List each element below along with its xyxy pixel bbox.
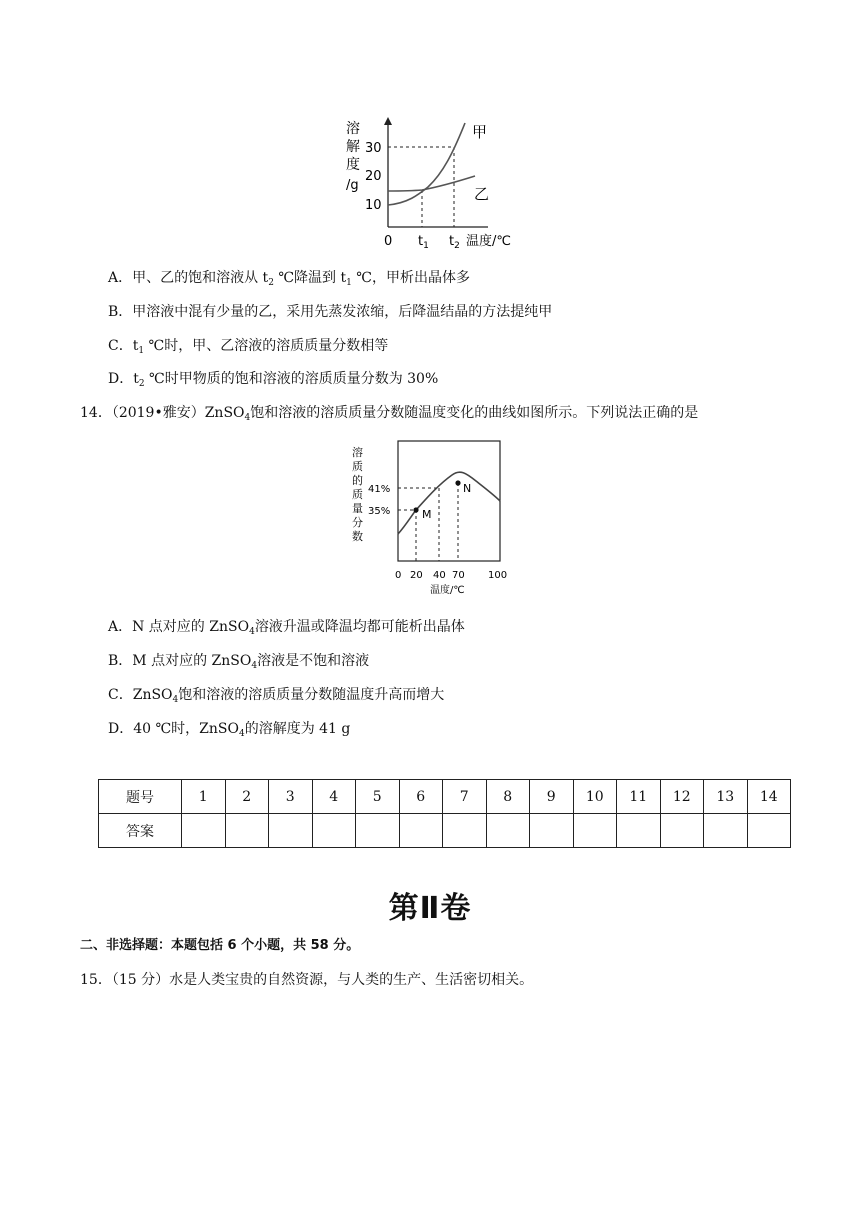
q13-a-sub2: 1 (346, 278, 352, 288)
chart2-xtick-70: 70 (452, 570, 465, 581)
q13-b-text: B．甲溶液中混有少量的乙，采用先蒸发浓缩，后降温结晶的方法提纯甲 (108, 304, 553, 320)
answer-table-number-cell: 6 (399, 780, 443, 814)
chart2-xtick-0: 0 (395, 570, 402, 581)
chart1-series-jia: 甲 (472, 123, 488, 141)
answer-table-answer-row (99, 814, 791, 848)
chart2-xtick-40: 40 (433, 570, 446, 581)
answer-cell[interactable] (660, 814, 704, 848)
q14-b-part1: B．M 点对应的 ZnSO (108, 653, 252, 669)
answer-table-number-cell: 2 (225, 780, 269, 814)
answer-table-number-cell: 4 (312, 780, 356, 814)
answer-cell[interactable] (312, 814, 356, 848)
q14-stem (80, 404, 698, 424)
q13-a-part3: ℃，甲析出晶体多 (351, 270, 470, 286)
answer-cell[interactable] (269, 814, 313, 848)
part-heading: 二、非选择题：本题包括 6 个小题，共 58 分。 (80, 938, 360, 953)
chart2-ytick-35: 35% (368, 506, 391, 517)
chart1-ylabel-1: 溶 (346, 121, 360, 137)
answer-table (98, 779, 791, 848)
answer-cell[interactable] (530, 814, 574, 848)
q13-d-part1: D．t (108, 371, 139, 387)
q13-d-sub: 2 (138, 379, 145, 389)
chart2-ylabel-4: 质 (352, 488, 363, 501)
q13-c-part2: ℃时，甲、乙溶液的溶质质量分数相等 (144, 338, 389, 354)
chart2-frame (398, 441, 500, 561)
q13-option-b (108, 303, 552, 321)
answer-cell[interactable] (573, 814, 617, 848)
chart1-ylabel-2: 解 (346, 139, 360, 155)
q13-a-part1: A．甲、乙的饱和溶液从 t (108, 270, 269, 286)
answer-table-number-cell: 14 (747, 780, 791, 814)
chart2-ylabel-3: 的 (352, 474, 363, 487)
q14-c-sub: 4 (172, 695, 179, 705)
chart1-series-yi: 乙 (474, 185, 490, 203)
q13-c-sub: 1 (138, 346, 145, 356)
chart1-ytick-20: 20 (365, 169, 382, 184)
chart1-xtick-t2: $t_2$ (449, 234, 460, 251)
answer-table-number-cell: 3 (269, 780, 313, 814)
q14-option-b (108, 652, 369, 672)
q13-c-part1: C．t (108, 338, 139, 354)
answer-cell[interactable] (225, 814, 269, 848)
answer-table-number-row (99, 780, 791, 814)
chart2-ytick-41: 41% (368, 484, 391, 495)
answer-table-number-cell: 10 (573, 780, 617, 814)
chart1-ytick-10: 10 (365, 198, 382, 213)
chart2-xlabel: 温度/℃ (430, 585, 465, 596)
answer-cell[interactable] (747, 814, 791, 848)
chart2-ylabel-6: 分 (352, 516, 363, 529)
q14-option-c (108, 686, 444, 706)
q14-a-part2: 溶液升温或降温均都可能析出晶体 (254, 619, 465, 635)
answer-cell[interactable] (356, 814, 400, 848)
chart1-y-arrow (384, 117, 392, 125)
answer-table-number-cell: 9 (530, 780, 574, 814)
answer-table-number-cell: 1 (182, 780, 226, 814)
q14-option-d (108, 720, 350, 740)
chart1-ytick-30: 30 (365, 141, 382, 156)
q14-d-part2: 的溶解度为 41 g (244, 721, 351, 737)
mass-fraction-chart (346, 437, 516, 597)
q13-option-d (108, 370, 438, 390)
q14-a-sub: 4 (249, 627, 255, 637)
answer-table-number-cell: 5 (356, 780, 400, 814)
chart2-ylabel-2: 质 (352, 460, 363, 473)
answer-cell[interactable] (617, 814, 661, 848)
answer-table-number-cell: 13 (704, 780, 748, 814)
section-title: 第Ⅱ卷 (388, 891, 472, 926)
chart1-ylabel-3: 度 (346, 157, 360, 173)
answer-cell[interactable] (399, 814, 443, 848)
chart1-xtick-0: 0 (384, 234, 393, 249)
chart2-ylabel-1: 溶 (352, 446, 363, 459)
chart2-label-n: N (463, 482, 472, 495)
q13-a-sub1: 2 (268, 278, 274, 288)
chart1-xtick-t1: $t_1$ (418, 234, 429, 251)
chart2-xtick-20: 20 (410, 570, 423, 581)
answer-table-number-cell: 8 (486, 780, 530, 814)
answer-cell[interactable] (704, 814, 748, 848)
answer-cell[interactable] (486, 814, 530, 848)
chart2-point-m (413, 507, 418, 512)
solubility-chart (338, 115, 528, 255)
q14-stem-part2: 饱和溶液的溶质质量分数随温度变化的曲线如图所示。下列说法正确的是 (250, 405, 699, 421)
q14-d-sub: 4 (238, 729, 245, 739)
q14-option-a (108, 618, 465, 638)
q13-option-a (108, 269, 470, 289)
q14-b-sub: 4 (251, 661, 258, 671)
answer-cell[interactable] (443, 814, 487, 848)
q15-stem: 15．（15 分）水是人类宝贵的自然资源，与人类的生产、生活密切相关。 (80, 972, 534, 988)
chart2-label-m: M (422, 508, 432, 521)
q14-c-part2: 饱和溶液的溶质质量分数随温度升高而增大 (178, 687, 445, 703)
q13-option-c (108, 337, 388, 357)
q14-a-part1: A．N 点对应的 ZnSO (108, 619, 250, 635)
chart1-xlabel: 温度/℃ (466, 234, 511, 249)
answer-table-header-answer: 答案 (99, 814, 182, 848)
answer-table-number-cell: 7 (443, 780, 487, 814)
answer-table-number-cell: 11 (617, 780, 661, 814)
chart2-point-n (455, 480, 460, 485)
answer-table-header-number: 题号 (99, 780, 182, 814)
q14-stem-part1: 14．（2019•雅安）ZnSO (80, 405, 245, 421)
chart2-curve (398, 472, 500, 534)
answer-cell[interactable] (182, 814, 226, 848)
q14-c-part1: C．ZnSO (108, 687, 173, 703)
chart2-xtick-100: 100 (488, 570, 508, 581)
chart1-ylabel-4: /g (346, 178, 359, 193)
chart2-ylabel-7: 数 (352, 530, 363, 543)
chart2-ylabel-5: 量 (352, 502, 363, 515)
q13-a-part2: ℃降温到 t (273, 270, 347, 286)
q13-d-part2: ℃时甲物质的饱和溶液的溶质质量分数为 30% (144, 371, 439, 387)
q14-stem-sub: 4 (244, 413, 251, 423)
q14-d-part1: D．40 ℃时，ZnSO (108, 721, 239, 737)
answer-table-number-cell: 12 (660, 780, 704, 814)
chart1-curve-jia (388, 123, 465, 205)
q14-b-part2: 溶液是不饱和溶液 (257, 653, 370, 669)
